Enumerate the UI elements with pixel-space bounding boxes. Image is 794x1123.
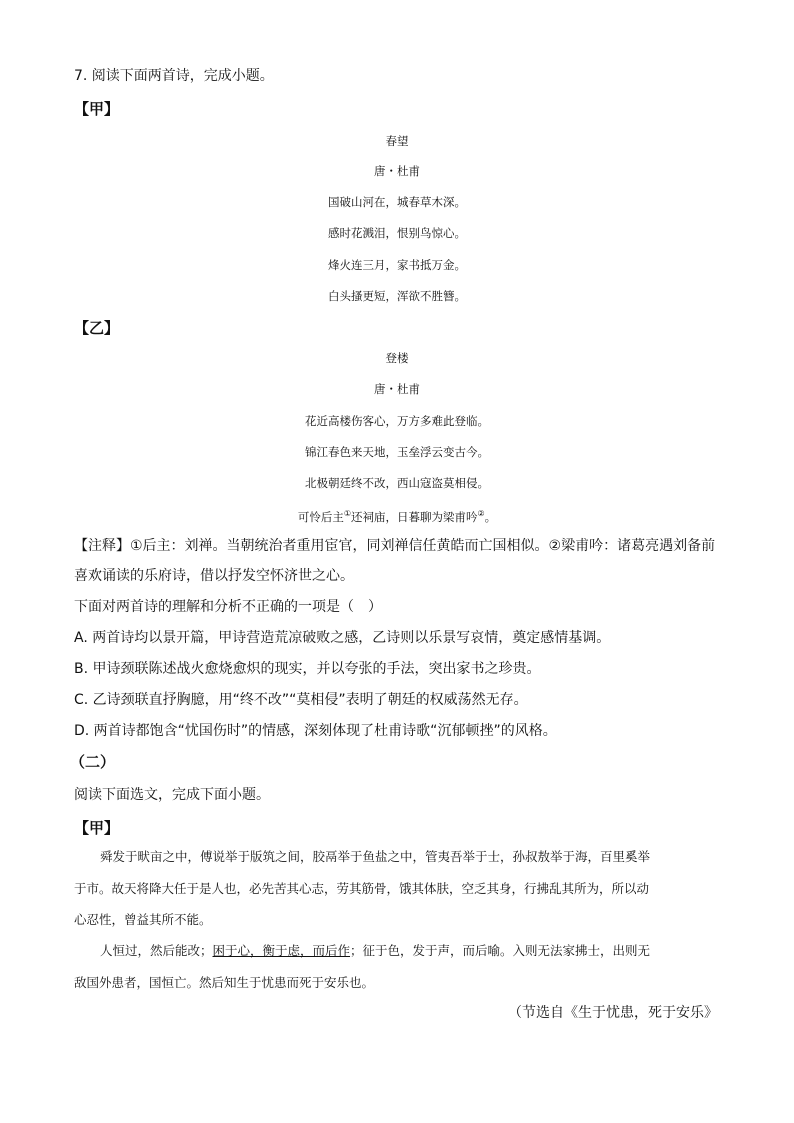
prose-line: 于市。故天将降大任于是人也，必先苦其心志，劳其筋骨，饿其体肤，空乏其身，行拂乱其所为，所以动 [74, 881, 650, 896]
prose-text: 人恒过，然后能改； [100, 943, 213, 958]
prose-line: 心忍性，曾益其所不能。 [74, 912, 212, 927]
question-prompt: 下面对两首诗的理解和分析不正确的一项是（ ） [74, 599, 382, 615]
option-d: D. 两首诗都饱含“忧国伤时”的情感，深刻体现了杜甫诗歌“沉郁顿挫”的风格。 [74, 723, 557, 739]
poem-title-chunwang: 春望 [385, 134, 409, 148]
prose-line-underlined [100, 941, 750, 961]
poem-line-last [0, 506, 794, 525]
section-instruction: 阅读下面选文，完成下面小题。 [74, 787, 270, 803]
notes-line-2: 喜欢诵读的乐府诗，借以抒发空怀济世之心。 [74, 568, 354, 584]
poem-line: 北极朝廷终不改，西山寇盗莫相侵。 [305, 476, 489, 490]
section-marker-jia: 【甲】 [74, 100, 120, 118]
underlined-phrase: 困于心，衡于虑，而后作 [212, 943, 351, 958]
source-citation: （节选自《生于忧患，死于安乐》 [508, 1005, 718, 1021]
poem-line: 国破山河在，城春草木深。 [328, 195, 466, 209]
option-a: A. 两首诗均以景开篇，甲诗营造荒凉破败之感，乙诗则以乐景写哀情，奠定感情基调。 [74, 630, 611, 646]
prose-text: ；征于色，发于声，而后喻。入则无法家拂士，出则无 [350, 943, 651, 958]
prose-line: 敌国外患者，国恒亡。然后知生于忧患而死于安乐也。 [74, 975, 375, 990]
notes-line-1: 【注释】①后主：刘禅。当朝统治者重用宦官，同刘禅信任黄皓而亡国相似。②梁甫吟：诸葛亮遇刘备前 [74, 538, 716, 554]
poem-line: 感时花溅泪，恨别鸟惊心。 [328, 226, 466, 240]
prose-line: 舜发于畎亩之中，傅说举于版筑之间，胶鬲举于鱼盐之中，管夷吾举于士，孙叔敖举于海，百里奚举 [100, 849, 651, 864]
option-c: C. 乙诗颈联直抒胸臆，用“终不改”“莫相侵”表明了朝廷的权威荡然无存。 [74, 692, 528, 708]
poem-title-denglou: 登楼 [385, 351, 409, 365]
poem-line: 花近高楼伤客心，万方多难此登临。 [305, 414, 489, 428]
section-marker-jia-2: 【甲】 [74, 819, 120, 837]
poem-text: 可怜后主 [297, 509, 344, 524]
poem-text: 。 [484, 509, 497, 524]
note-marker-1: ① [343, 509, 351, 518]
section-marker-yi: 【乙】 [74, 319, 120, 337]
section-heading-2: （二） [70, 753, 116, 771]
poem-author: 唐・杜甫 [374, 382, 420, 396]
poem-author: 唐・杜甫 [374, 164, 420, 178]
question-stem: 7. 阅读下面两首诗，完成小题。 [74, 68, 274, 84]
poem-line: 烽火连三月，家书抵万金。 [328, 258, 466, 272]
poem-line: 锦江春色来天地，玉垒浮云变古今。 [305, 445, 489, 459]
poem-line: 白头搔更短，浑欲不胜簪。 [328, 289, 466, 303]
note-marker-2: ② [477, 509, 485, 518]
option-b: B. 甲诗颈联陈述战火愈烧愈炽的现实，并以夸张的手法，突出家书之珍贵。 [74, 661, 541, 677]
poem-text: 还祠庙，日暮聊为梁甫吟 [351, 509, 478, 524]
